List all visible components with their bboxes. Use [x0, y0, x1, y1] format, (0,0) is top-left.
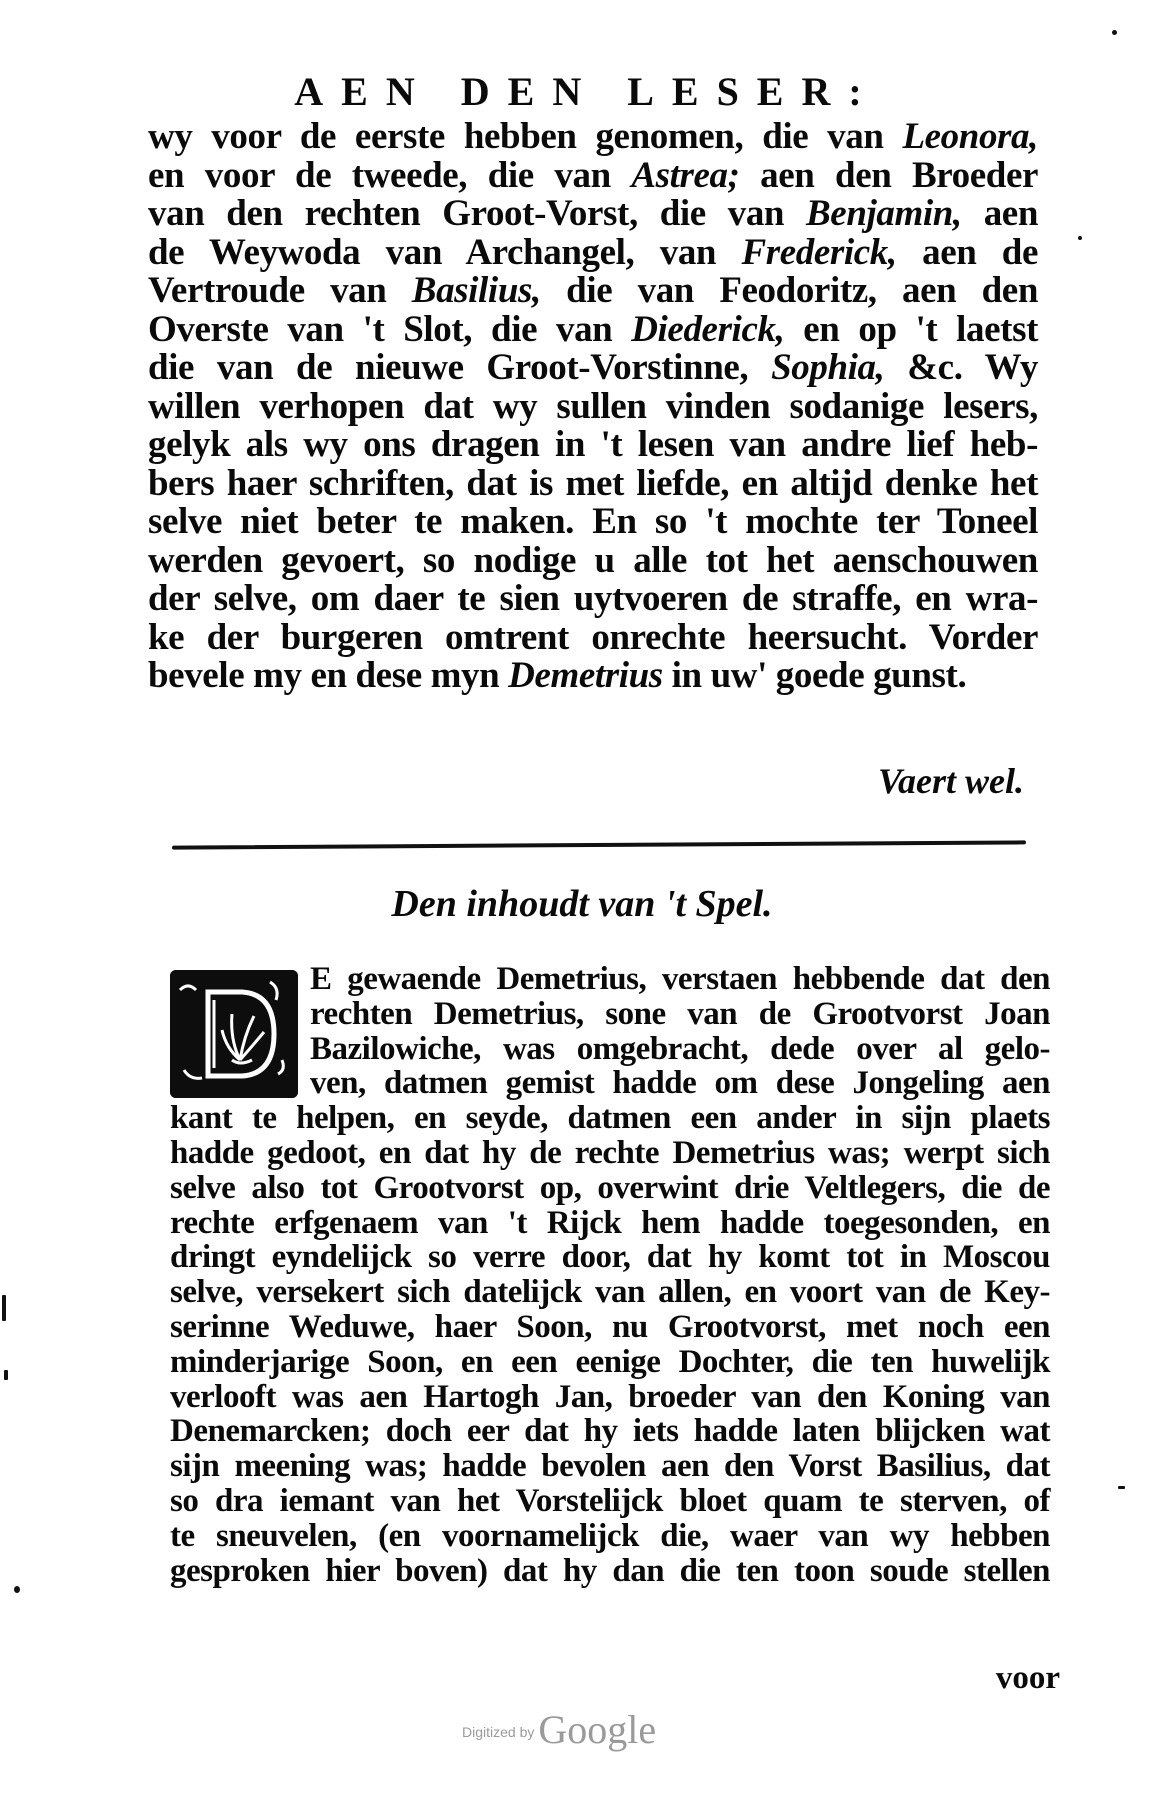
watermark-google-logo: Google [538, 1707, 657, 1752]
text-line: E gewaende Demetrius, verstaen hebbende dat den [310, 961, 1050, 997]
text-line: kant te helpen, en seyde, datmen een ander in sijn plaets [170, 1100, 1050, 1137]
text-line: rechte erfgenaem van 't Rijck hem hadde toegesonden, en [170, 1204, 1050, 1241]
text-line: rechten Demetrius, sone van de Grootvorst Joan [310, 995, 1050, 1032]
text-line: serinne Weduwe, haer Soon, nu Grootvorst, met noch een [170, 1308, 1050, 1345]
horizontal-rule [172, 840, 1026, 849]
text-line: ven, datmen gemist hadde om dese Jongeling aen [310, 1065, 1050, 1102]
text-line: bevele my en dese myn Demetrius in uw' goede gunst. [148, 655, 967, 696]
text-line: Denemarcken; doch eer dat hy iets hadde laten blijcken wat [170, 1413, 1050, 1450]
text-line: Overste van 't Slot, die van Diederick, en op 't laetst [148, 308, 1038, 350]
catchword: voor [995, 1660, 1060, 1696]
text-line: te sneuvelen, (en voornamelijck die, waer van wy hebben [170, 1517, 1050, 1554]
text-line: willen verhopen dat wy sullen vinden sodanige lesers, [148, 385, 1038, 427]
text-line: der selve, om daer te sien uytvoeren de straffe, en wra- [148, 578, 1038, 619]
text-line: de Weywoda van Archangel, van Frederick, aen de [148, 231, 1038, 273]
text-line: ke der burgeren omtrent onrechte heersucht. Vorder [148, 616, 1038, 658]
text-line: sijn meening was; hadde bevolen aen den Vorst Basilius, dat [170, 1448, 1050, 1485]
text-line: hadde gedoot, en dat hy de rechte Demetrius was; werpt sich [170, 1134, 1050, 1171]
text-line: dringt eyndelijck so verre door, dat hy komt tot in Moscou [170, 1239, 1050, 1276]
text-line: van den rechten Groot-Vorst, die van Benjamin, aen [148, 193, 1039, 234]
text-line: selve, versekert sich datelijck van allen, en voort van de Key- [170, 1274, 1050, 1311]
text-line: en voor de tweede, die van Astrea; aen den Broeder [148, 154, 1038, 196]
text-line: bers haer schriften, dat is met liefde, en altijd denke het [148, 462, 1038, 504]
text-line: Vertroude van Basilius, die van Feodoritz, aen den [148, 270, 1038, 311]
text-line: Bazilowiche, was omgebracht, dede over al gelo- [310, 1030, 1050, 1067]
digitized-by-google-watermark [462, 1706, 656, 1753]
text-line: wy voor de eerste hebben genomen, die van Leonora, [148, 116, 1038, 157]
text-line: die van de nieuwe Groot-Vorstinne, Sophia, &c. Wy [148, 347, 1039, 388]
running-head: AEN DEN LESER: [294, 69, 880, 114]
text-line: selve niet beter te maken. En so 't mochte ter Toneel [148, 501, 1038, 542]
text-line: so dra iemant van het Vorstelijck bloet quam te sterven, of [170, 1482, 1050, 1519]
preface-text [148, 118, 1038, 696]
text-line: verlooft was aen Hartogh Jan, broeder van den Koning van [170, 1378, 1050, 1415]
text-line: minderjarige Soon, en een eenige Dochter, die ten huwelijk [170, 1343, 1050, 1380]
summary-text [170, 962, 1050, 1588]
text-line: selve also tot Grootvorst op, overwint drie Veltlegers, die de [170, 1169, 1050, 1206]
signoff: Vaert wel. [877, 761, 1024, 801]
text-line: gelyk als wy ons dragen in 't lesen van andre lief heb- [148, 424, 1038, 465]
text-line: werden gevoert, so nodige u alle tot het aenschouwen [148, 539, 1038, 581]
watermark-small-text: Digitized by [462, 1724, 535, 1740]
text-line: gesproken hier boven) dat hy dan die ten toon soude stellen [170, 1552, 1050, 1589]
section-title: Den inhoudt van 't Spel. [391, 883, 773, 925]
